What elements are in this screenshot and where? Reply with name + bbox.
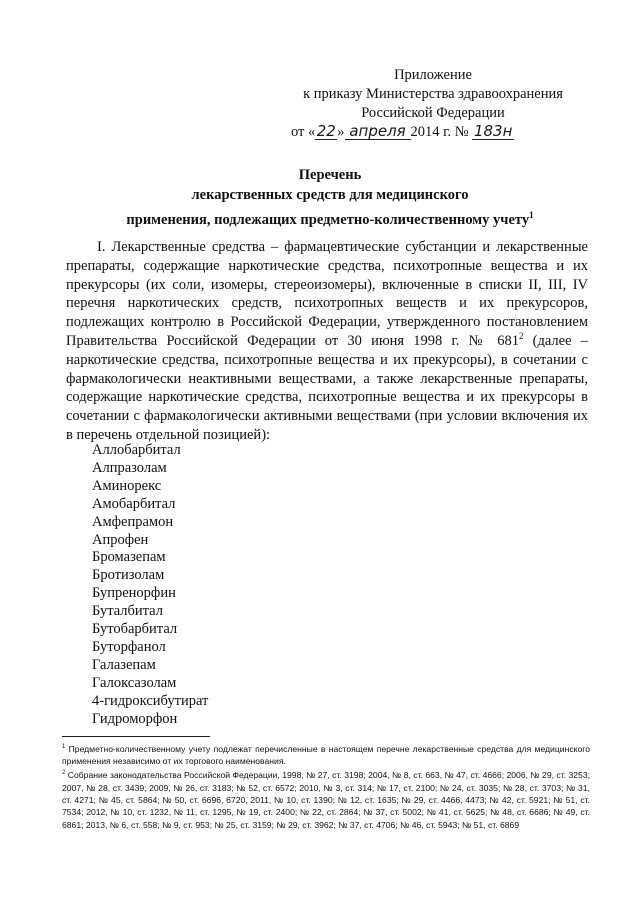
drug-item: Буторфанол xyxy=(92,638,166,655)
footnote-1 xyxy=(62,741,590,767)
footnotes xyxy=(62,741,590,831)
section-paragraph xyxy=(66,238,588,445)
section-text-part-2: (далее – наркотические средства, психотропные вещества и их прекурсоры), в сочетании с фармакологически неактивными веществами, а также лекарственные препараты, содержащие наркотические средства, психотропные вещества и их прекурсоры в сочетании с фармакологически активными веществами (при условии включения их в перечень отдельной позицией): xyxy=(66,332,588,443)
footnote-separator xyxy=(62,736,210,737)
handwritten-month: апреля xyxy=(345,123,411,140)
date-year: 2014 г. № xyxy=(410,124,469,140)
drug-item: Бротизолам xyxy=(92,567,165,584)
drug-item: Бупренорфин xyxy=(92,585,176,602)
date-close-quote: » xyxy=(337,124,345,140)
document-title xyxy=(60,165,600,230)
footnote-1-mark: 1 xyxy=(62,744,66,750)
drug-item: Гидроморфон xyxy=(92,710,178,727)
handwritten-day: 22 xyxy=(316,122,336,140)
annex-federation: Российской Федерации xyxy=(361,105,505,121)
drug-item: Амобарбитал xyxy=(92,495,176,512)
drug-item: Аминорекс xyxy=(92,477,162,494)
drug-item: Бутобарбитал xyxy=(92,621,178,638)
title-footnote-mark: 1 xyxy=(529,210,534,220)
drug-list xyxy=(92,442,208,729)
drug-item: Буталбитал xyxy=(92,603,163,620)
drug-item: Галазепам xyxy=(92,656,156,673)
drug-item: Алпразолам xyxy=(92,459,167,476)
section-footnote-mark: 2 xyxy=(518,331,524,342)
title-line-2: лекарственных средств для медицинского xyxy=(191,187,469,203)
drug-item: 4-гидроксибутират xyxy=(92,692,209,709)
annex-order-ref: к приказу Министерства здравоохранения xyxy=(303,86,563,102)
drug-item: Аллобарбитал xyxy=(92,442,181,458)
drug-item: Галоксазолам xyxy=(92,674,177,691)
title-line-3: применения, подлежащих предметно-количественному учету$^1$ xyxy=(126,210,534,228)
drug-item: Апрофен xyxy=(92,531,149,548)
order-date-line xyxy=(283,123,583,142)
title-line-1: Перечень xyxy=(298,167,362,183)
footnote-2 xyxy=(62,767,590,830)
annex-title: Приложение xyxy=(394,67,472,83)
footnote-2-text: Собрание законодательства Российской Федерации, 1998, № 27, ст. 3198; 2004, № 8, ст. 663, № 47, ст. 4666; 2006, № 29, ст. 3253; 2007, № 28, ст. 3439; 2009, № 26, ст. 3183; № 52, ст. 6572; 2010, № 3, ст. 314; № 17, ст. 2100; № 24, ст. 3035; № 28, ст. 3703; № 31, ст. 4271; № 45, ст. 5864; № 50, ст. 6696, 6720, 2011, № 10, ст. 1390; № 12, ст. 1635; № 29, ст. 4466, 4473; № 42, ст. 5921; № 51, ст. 7534; 2012, № 10, ст. 1232, № 11, ст. 1295, № 19, ст. 2400; № 22, ст. 2864; № 37, ст. 5002; № 41, ст. 5625; № 48, ст. 6686; № 49, ст. 6861; 2013, № 6, ст. 558; № 9, ст. 953; № 25, ст. 3159; № 29, ст. 3962; № 37, ст. 4706; № 46, ст. 5943; № 51, ст. 6869 xyxy=(62,770,590,830)
drug-item: Бромазепам xyxy=(92,549,166,566)
footnote-2-mark: 2 xyxy=(62,770,66,777)
footnote-1-text: Предметно-количественному учету подлежат перечисленные в настоящем перечне лекарственные средства для медицинского применения независимо от их торгового наименования. xyxy=(62,743,590,767)
annex-header xyxy=(283,66,583,142)
section-text-part-1: I. Лекарственные средства – фармацевтические субстанции и лекарственные препараты, содержащие наркотические средства, психотропные вещества и их прекурсоры (их соли, изомеры, стереоизомеры), включенные в списки II, III, IV перечня наркотических средств, психотропных веществ и их прекурсоров, подлежащих контролю в Российской Федерации, утвержденного постановлением Правительства Российской Федерации от 30 июня 1998 г. № 681 xyxy=(66,239,588,349)
handwritten-order-number: 183н xyxy=(473,122,513,140)
date-prefix: от « xyxy=(291,124,316,140)
drug-item: Амфепрамон xyxy=(92,513,174,530)
